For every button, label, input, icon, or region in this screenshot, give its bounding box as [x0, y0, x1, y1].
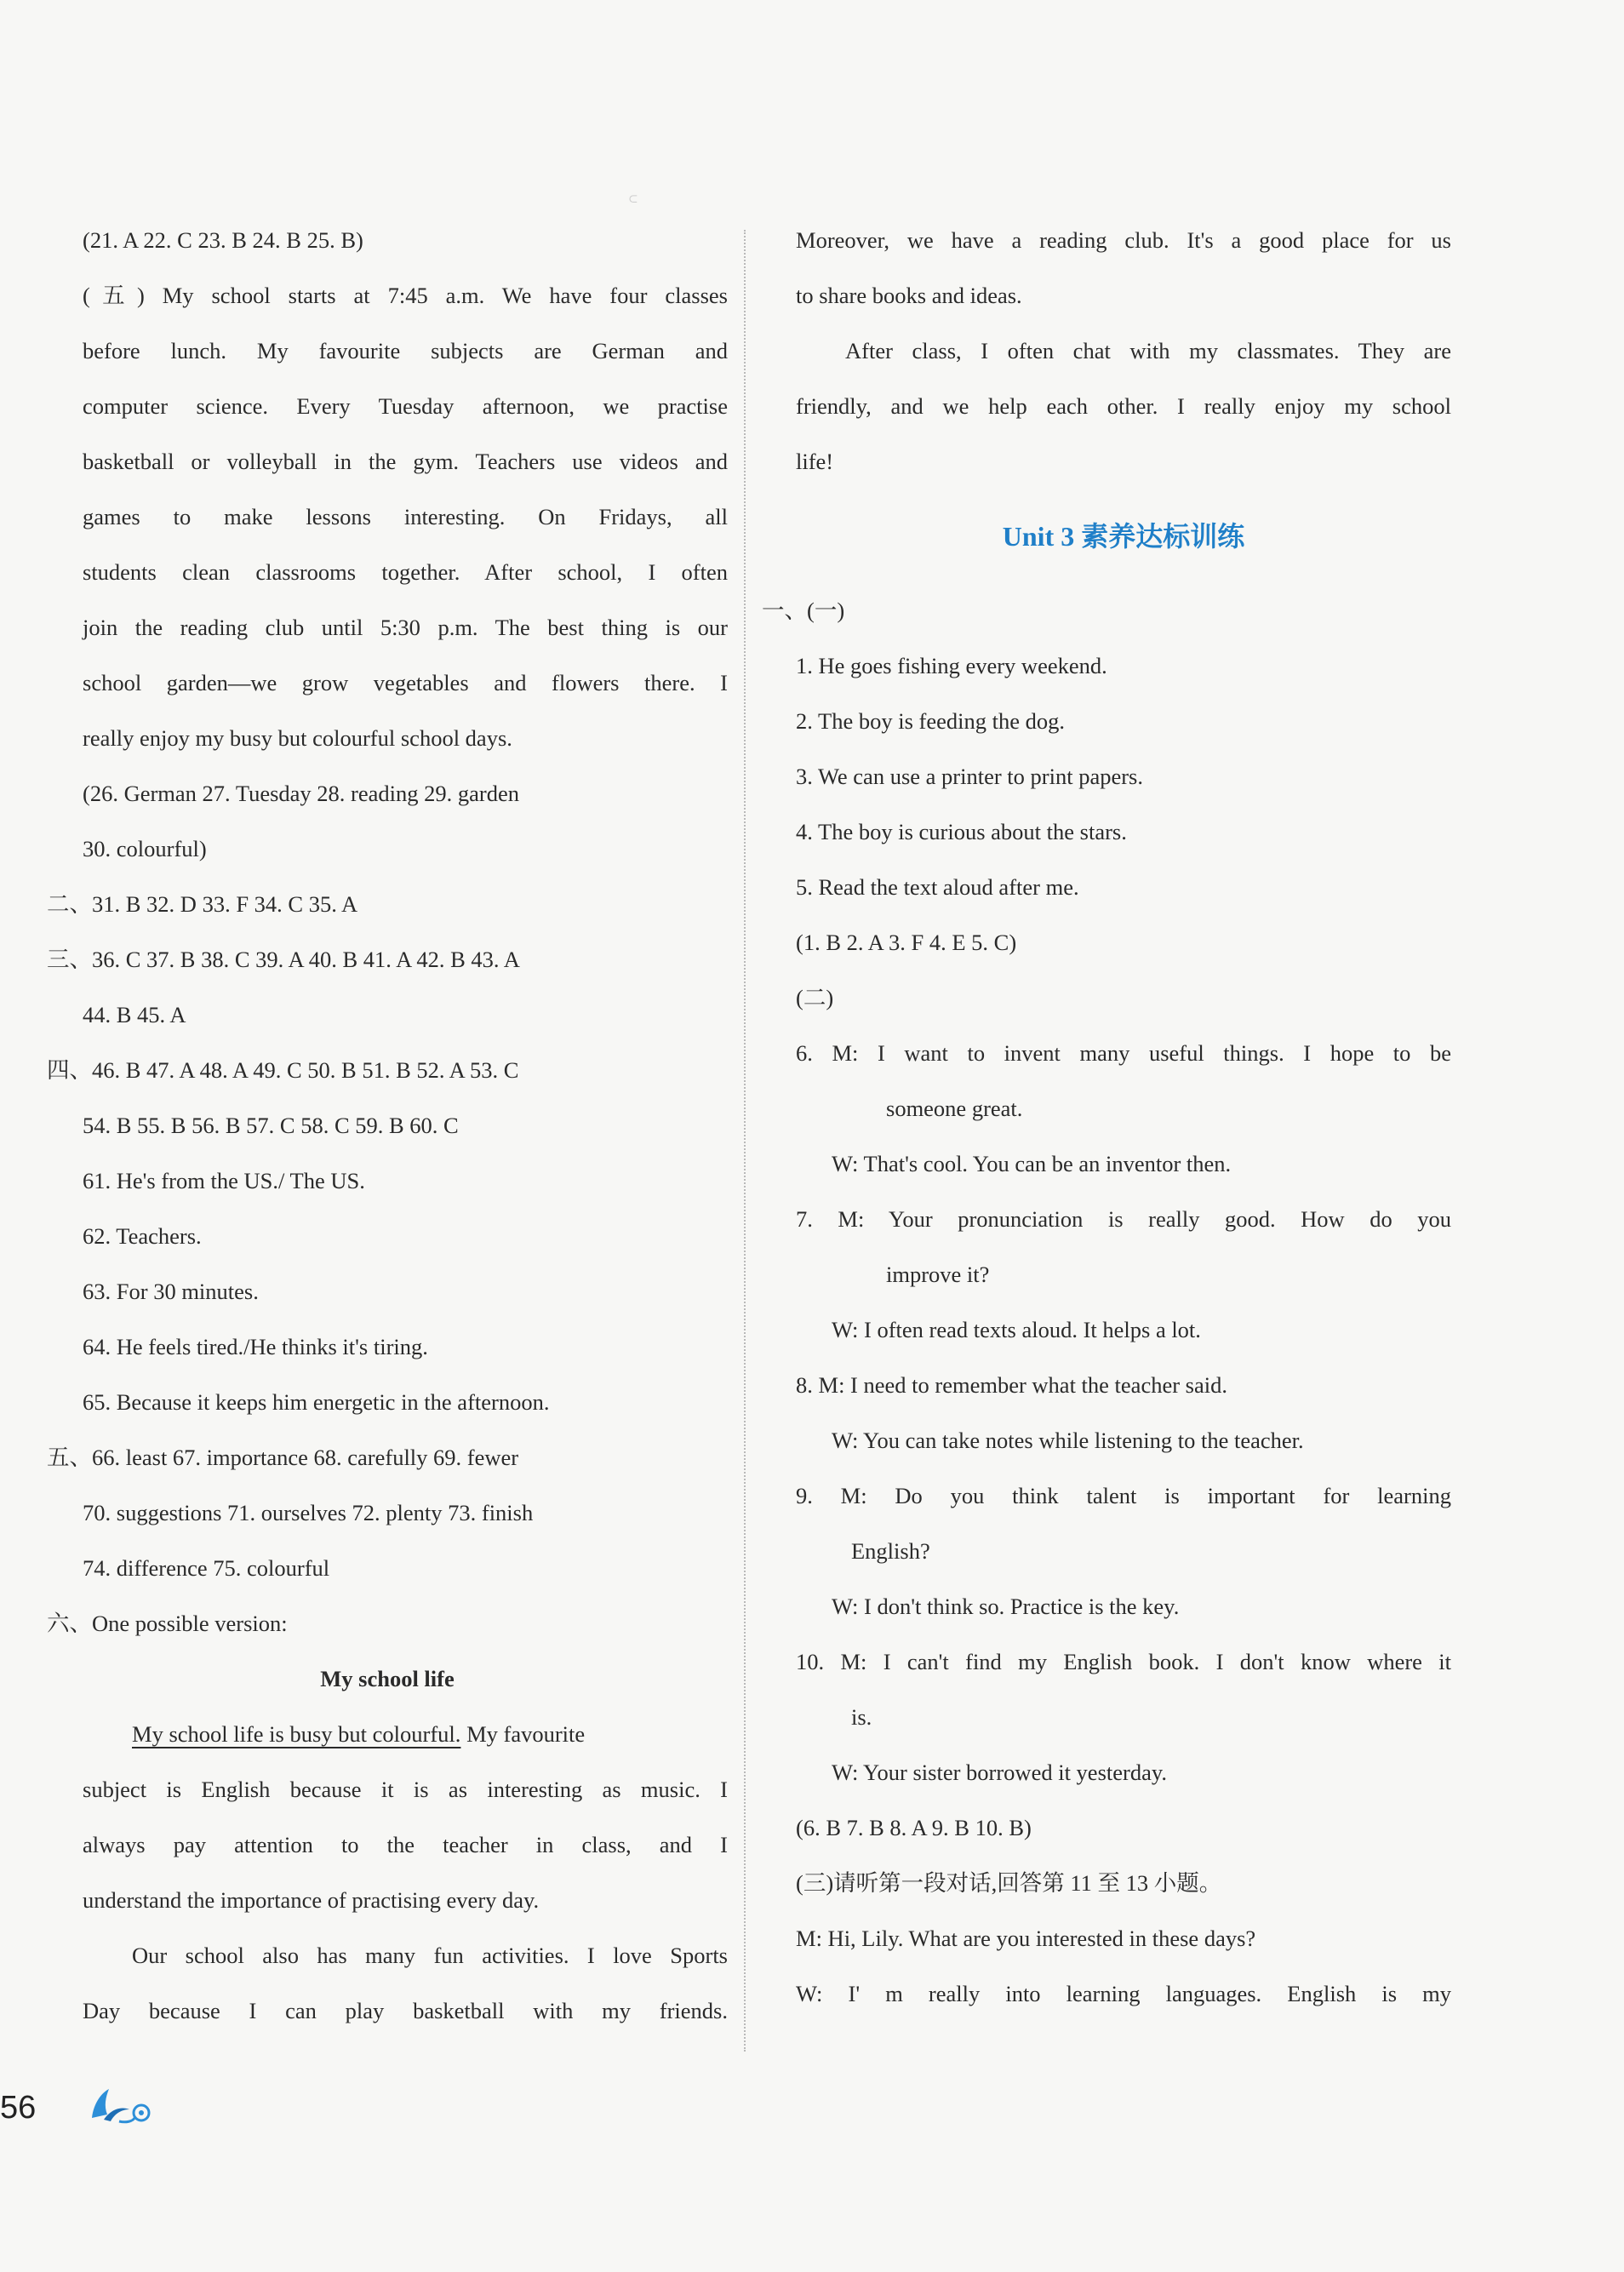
answer-line: 62. Teachers. [83, 1223, 202, 1249]
answer-line: 61. He's from the US./ The US. [83, 1168, 365, 1193]
passage-line: computer science. Every Tuesday afternoon, we practise [83, 393, 728, 419]
essay-line: subject is English because it is as interesting as music. I [83, 1777, 728, 1802]
answer-line: 44. B 45. A [83, 1002, 186, 1027]
answer-line: 六、One possible version: [47, 1611, 288, 1636]
answer-line: 63. For 30 minutes. [83, 1279, 259, 1304]
dialogue-line: 6. M: I want to invent many useful things. I hope to be [796, 1040, 1451, 1066]
passage-line: students clean classrooms together. After school, I often [83, 559, 728, 585]
dialogue-line: improve it? [886, 1262, 990, 1287]
passage-line: (五) My school starts at 7:45 a.m. We have four classes [83, 283, 728, 308]
page-number: 56 [0, 2090, 37, 2126]
essay-title: My school life [320, 1666, 455, 1691]
essay-line: always pay attention to the teacher in class, and I [83, 1832, 728, 1857]
answer-line: 一、(一) [762, 598, 845, 623]
dialogue-line: W: Your sister borrowed it yesterday. [832, 1760, 1167, 1785]
dialogue-line: M: Hi, Lily. What are you interested in these days? [796, 1926, 1256, 1951]
dialogue-line: 10. M: I can't find my English book. I don't know where it [796, 1649, 1451, 1674]
answer-line: 65. Because it keeps him energetic in the afternoon. [83, 1389, 550, 1415]
essay-line: After class, I often chat with my classmates. They are [845, 338, 1451, 363]
dialogue-line: is. [851, 1704, 872, 1730]
left-column [47, 213, 728, 2039]
answer-line: (26. German 27. Tuesday 28. reading 29. garden [83, 781, 519, 806]
answer-line: 五、66. least 67. importance 68. carefully 69. fewer [47, 1445, 519, 1470]
dialogue-line: W: I' m really into learning languages. English is my [796, 1981, 1451, 2006]
dialogue-line: English? [851, 1538, 930, 1564]
passage-line: games to make lessons interesting. On Fridays, all [83, 504, 728, 529]
answer-line: 3. We can use a printer to print papers. [796, 764, 1143, 789]
answer-line: 5. Read the text aloud after me. [796, 874, 1079, 900]
essay-line: life! [796, 449, 834, 474]
topic-sentence: My school life is busy but colourful. [132, 1721, 461, 1747]
scan-mark: ⊂ [628, 193, 638, 206]
answer-line: 74. difference 75. colourful [83, 1555, 330, 1581]
answer-line: 四、46. B 47. A 48. A 49. C 50. B 51. B 52. A 53. C [47, 1057, 519, 1083]
publisher-logo-icon [85, 2084, 166, 2126]
dialogue-line: 7. M: Your pronunciation is really good. How do you [796, 1206, 1451, 1232]
section-heading: Unit 3 素养达标训练 [1002, 521, 1245, 552]
essay-line: Day because I can play basketball with my friends. [83, 1998, 728, 2023]
answer-line: 三、36. C 37. B 38. C 39. A 40. B 41. A 42. B 43. A [47, 947, 520, 972]
dialogue-line: someone great. [886, 1096, 1023, 1121]
essay-line: Our school also has many fun activities. I love Sports [132, 1943, 728, 1968]
passage-line: basketball or volleyball in the gym. Teachers use videos and [83, 449, 728, 474]
answer-line: 1. He goes fishing every weekend. [796, 653, 1107, 678]
dialogue-line: 9. M: Do you think talent is important for learning [796, 1483, 1451, 1508]
dialogue-line: W: I don't think so. Practice is the key. [832, 1594, 1180, 1619]
passage-line: really enjoy my busy but colourful school days. [83, 725, 512, 751]
passage-line: join the reading club until 5:30 p.m. The best thing is our [83, 615, 728, 640]
dialogue-line: W: I often read texts aloud. It helps a lot. [832, 1317, 1201, 1342]
essay-line: friendly, and we help each other. I really enjoy my school [796, 393, 1451, 419]
essay-line: Moreover, we have a reading club. It's a good place for us [796, 227, 1451, 253]
answer-line: 4. The boy is curious about the stars. [796, 819, 1127, 844]
answer-line: (1. B 2. A 3. F 4. E 5. C) [796, 930, 1017, 955]
right-column [762, 213, 1451, 2022]
answer-line: 70. suggestions 71. ourselves 72. plenty 73. finish [83, 1500, 534, 1525]
column-divider [744, 230, 746, 2052]
answer-line: 二、31. B 32. D 33. F 34. C 35. A [47, 891, 358, 917]
essay-line: to share books and ideas. [796, 283, 1022, 308]
answer-line: (二) [796, 985, 834, 1010]
dialogue-line: 8. M: I need to remember what the teacher said. [796, 1372, 1227, 1398]
answer-line: (6. B 7. B 8. A 9. B 10. B) [796, 1815, 1032, 1840]
answer-line: (21. A 22. C 23. B 24. B 25. B) [83, 227, 363, 253]
answer-line: 64. He feels tired./He thinks it's tiring. [83, 1334, 428, 1359]
answer-line: 2. The boy is feeding the dog. [796, 708, 1065, 734]
answer-line: 30. colourful) [83, 836, 207, 861]
essay-text: My favourite [460, 1721, 586, 1747]
instruction-line: (三)请听第一段对话,回答第 11 至 13 小题。 [796, 1870, 1222, 1896]
essay-line: understand the importance of practising every day. [83, 1887, 540, 1913]
dialogue-line: W: That's cool. You can be an inventor then. [832, 1151, 1232, 1176]
passage-line: school garden—we grow vegetables and flowers there. I [83, 670, 728, 695]
essay-line [47, 1707, 728, 1762]
passage-line: before lunch. My favourite subjects are German and [83, 338, 728, 363]
dialogue-line: W: You can take notes while listening to the teacher. [832, 1428, 1304, 1453]
answer-line: 54. B 55. B 56. B 57. C 58. C 59. B 60. C [83, 1113, 459, 1138]
